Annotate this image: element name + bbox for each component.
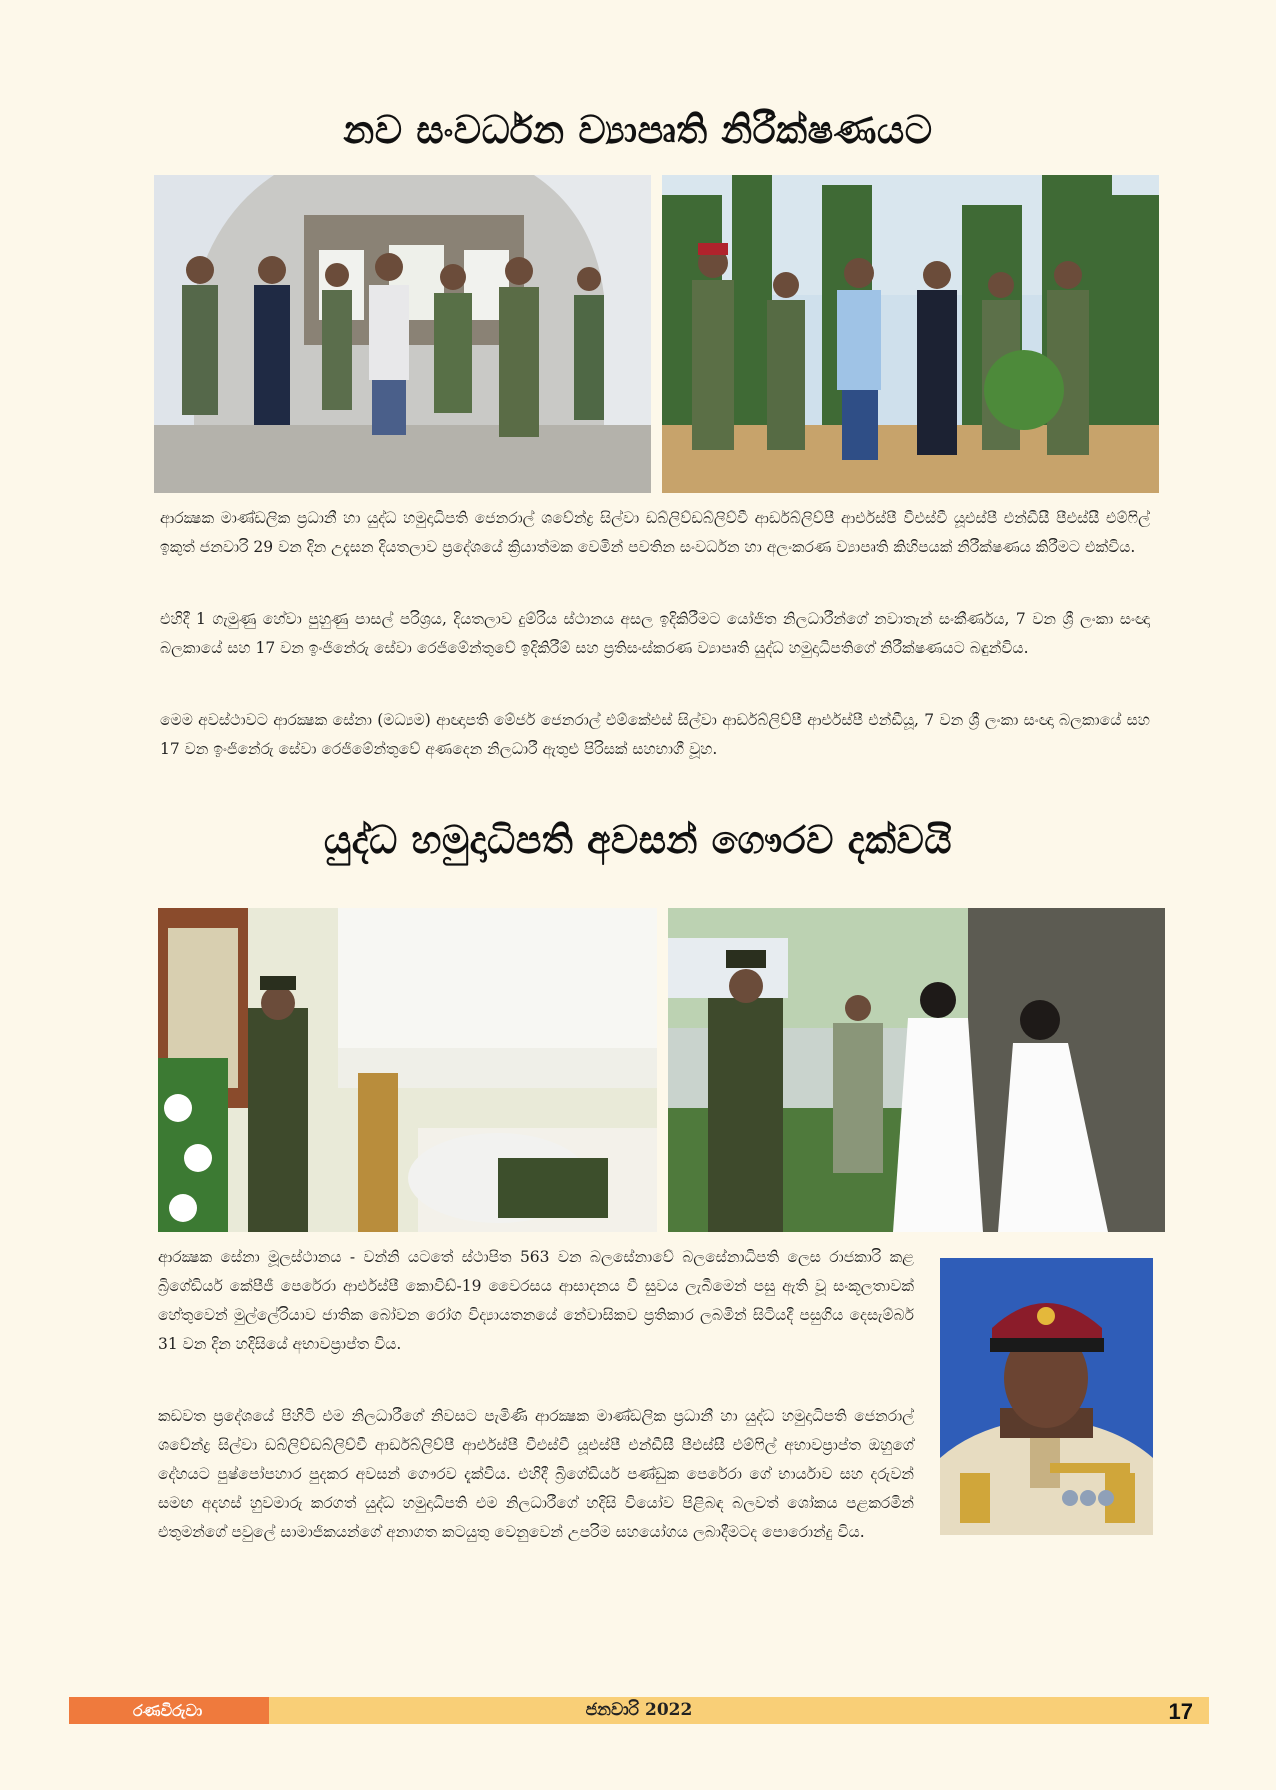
footer-date: ජනවාරි 2022 xyxy=(585,1700,693,1720)
page-number: 17 xyxy=(1168,1699,1193,1724)
section2-title: යුද්ධ හමුදාධිපති අවසන් ගෞරව දක්වයි xyxy=(323,818,953,862)
section1-title: නව සංවර්ධන ව්‍යාපෘති නිරීක්ෂණයට xyxy=(343,108,933,152)
photo-final-respects xyxy=(158,908,657,1232)
photo-field-inspection xyxy=(662,175,1159,493)
section2-paragraph-1: ආරක්‍ෂක සේනා මූලස්ථානය - වන්නි යටතේ ස්ථාපිත 563 වන බලසේනාවේ බලසේනාධිපති ලෙස රාජකාරි කළ බ්‍රිගේඩියර් කේපීජී පෙරේරා ආර්එස්පී කොවිඩ්-19 වෛරසය ආසාදනය වී සුවය ලැබීමෙන් පසු ඇති වූ සංකූලතාවක් හේතුවෙන් මුල්ලේරියාව ජාතික බෝවන රෝග විද්‍යායතනයේ නේවාසිකව ප්‍රතිකාර ලබමින් සිටියදී පසුගිය දෙසැම්බර් 31 වන දින හදිසියේ අභාවප්‍රාප්ත විය. xyxy=(158,1248,914,1353)
photo-building-inspection xyxy=(154,175,651,493)
section1-paragraph-2: එහිදී 1 ගැමුණු හේවා පුහුණු පාසල් පරිශ්‍රය, දියතලාව දුම්රිය ස්ථානය අසල ඉදිකිරීමට යෝජිත නිලධාරීන්ගේ නවාතැන් සංකීර්ණය, 7 වන ශ්‍රී ලංකා සංඥා බලකායේ සහ 17 වන ඉංජිනේරු සේවා රෙජිමේන්තුවේ ඉදිකිරීම් සහ ප්‍රතිසංස්කරණ ව්‍යාපෘති යුද්ධ හමුදාධිපතිගේ නිරීක්ෂණයට බඳුන්විය. xyxy=(160,610,1150,657)
photo-with-family xyxy=(668,908,1165,1232)
section2-paragraph-2: කඩවත ප්‍රදේශයේ පිහිටි එම නිලධාරීගේ නිවසට පැමිණි ආරක්‍ෂක මාණ්ඩලික ප්‍රධානී හා යුද්ධ හමුදාධිපති ජෙනරාල් ශවේන්ද්‍ර සිල්වා ඩබ්ලිව්ඩබ්ලිව්වී ආර්ඩබ්ලිව්පී ආර්එස්පී වීඑස්වී යූඑස්පී එන්ඩීසී පීඑස්සී එම්ෆිල් අභාවප්‍රාප්ත ඔහුගේ දේහයට පුෂ්පෝපහාර පුදකර අවසන් ගෞරව දැක්විය. එහිදී බ්‍රිගේඩියර් පණ්ඩුක පෙරේරා ගේ භාර්යාව සහ දරුවන් සමඟ අදහස් හුවමාරු කරගත් යුද්ධ හමුදාධිපති එම නිලධාරීගේ හදිසි වියෝව පිළිබඳ බලවත් ශෝකය පළකරමින් එතුමන්ගේ පවුලේ සාමාජිකයන්ගේ අනාගත කටයුතු වෙනුවෙන් උපරිම සහයෝගය ලබාදීමටද පොරොන්දු විය. xyxy=(158,1407,914,1541)
footer-bar xyxy=(69,1697,1209,1724)
section1-paragraph-1: ආරක්‍ෂක මාණ්ඩලික ප්‍රධානී හා යුද්ධ හමුදාධිපති ජෙනරාල් ශවේන්ද්‍ර සිල්වා ඩබ්ලිව්ඩබ්ලිව්වී ආර්ඩබ්ලිව්පී ආර්එස්පී වීඑස්වී යූඑස්පී එන්ඩීසී පීඑස්සී එම්ෆිල් ඉකුත් ජනවාරි 29 වන දින උදැසන දියතලාව ප්‍රදේශයේ ක්‍රියාත්මක වෙමින් පවතින සංවර්ධන හා අලංකරණ ව්‍යාපෘති කිහිපයක් නිරීක්ෂණය කිරීමට එක්විය. xyxy=(160,509,1150,556)
photo-brigadier-portrait xyxy=(940,1258,1153,1535)
footer-magazine-name: රණවිරුවා xyxy=(69,1697,269,1724)
section1-paragraph-3: මෙම අවස්ථාවට ආරක්‍ෂක සේනා (මධ්‍යම) ආඥාපති මේජර් ජෙනරාල් එම්කේඑස් සිල්වා ආර්ඩබ්ලිව්පී ආර්එස්පී එන්ඩීයූ, 7 වන ශ්‍රී ලංකා සංඥා බලකායේ සහ 17 වන ඉංජිනේරු සේවා රෙජිමේන්තුවේ අණදෙන නිලධාරී ඇතුළු පිරිසක් සහභාගී වූහ. xyxy=(160,711,1150,758)
